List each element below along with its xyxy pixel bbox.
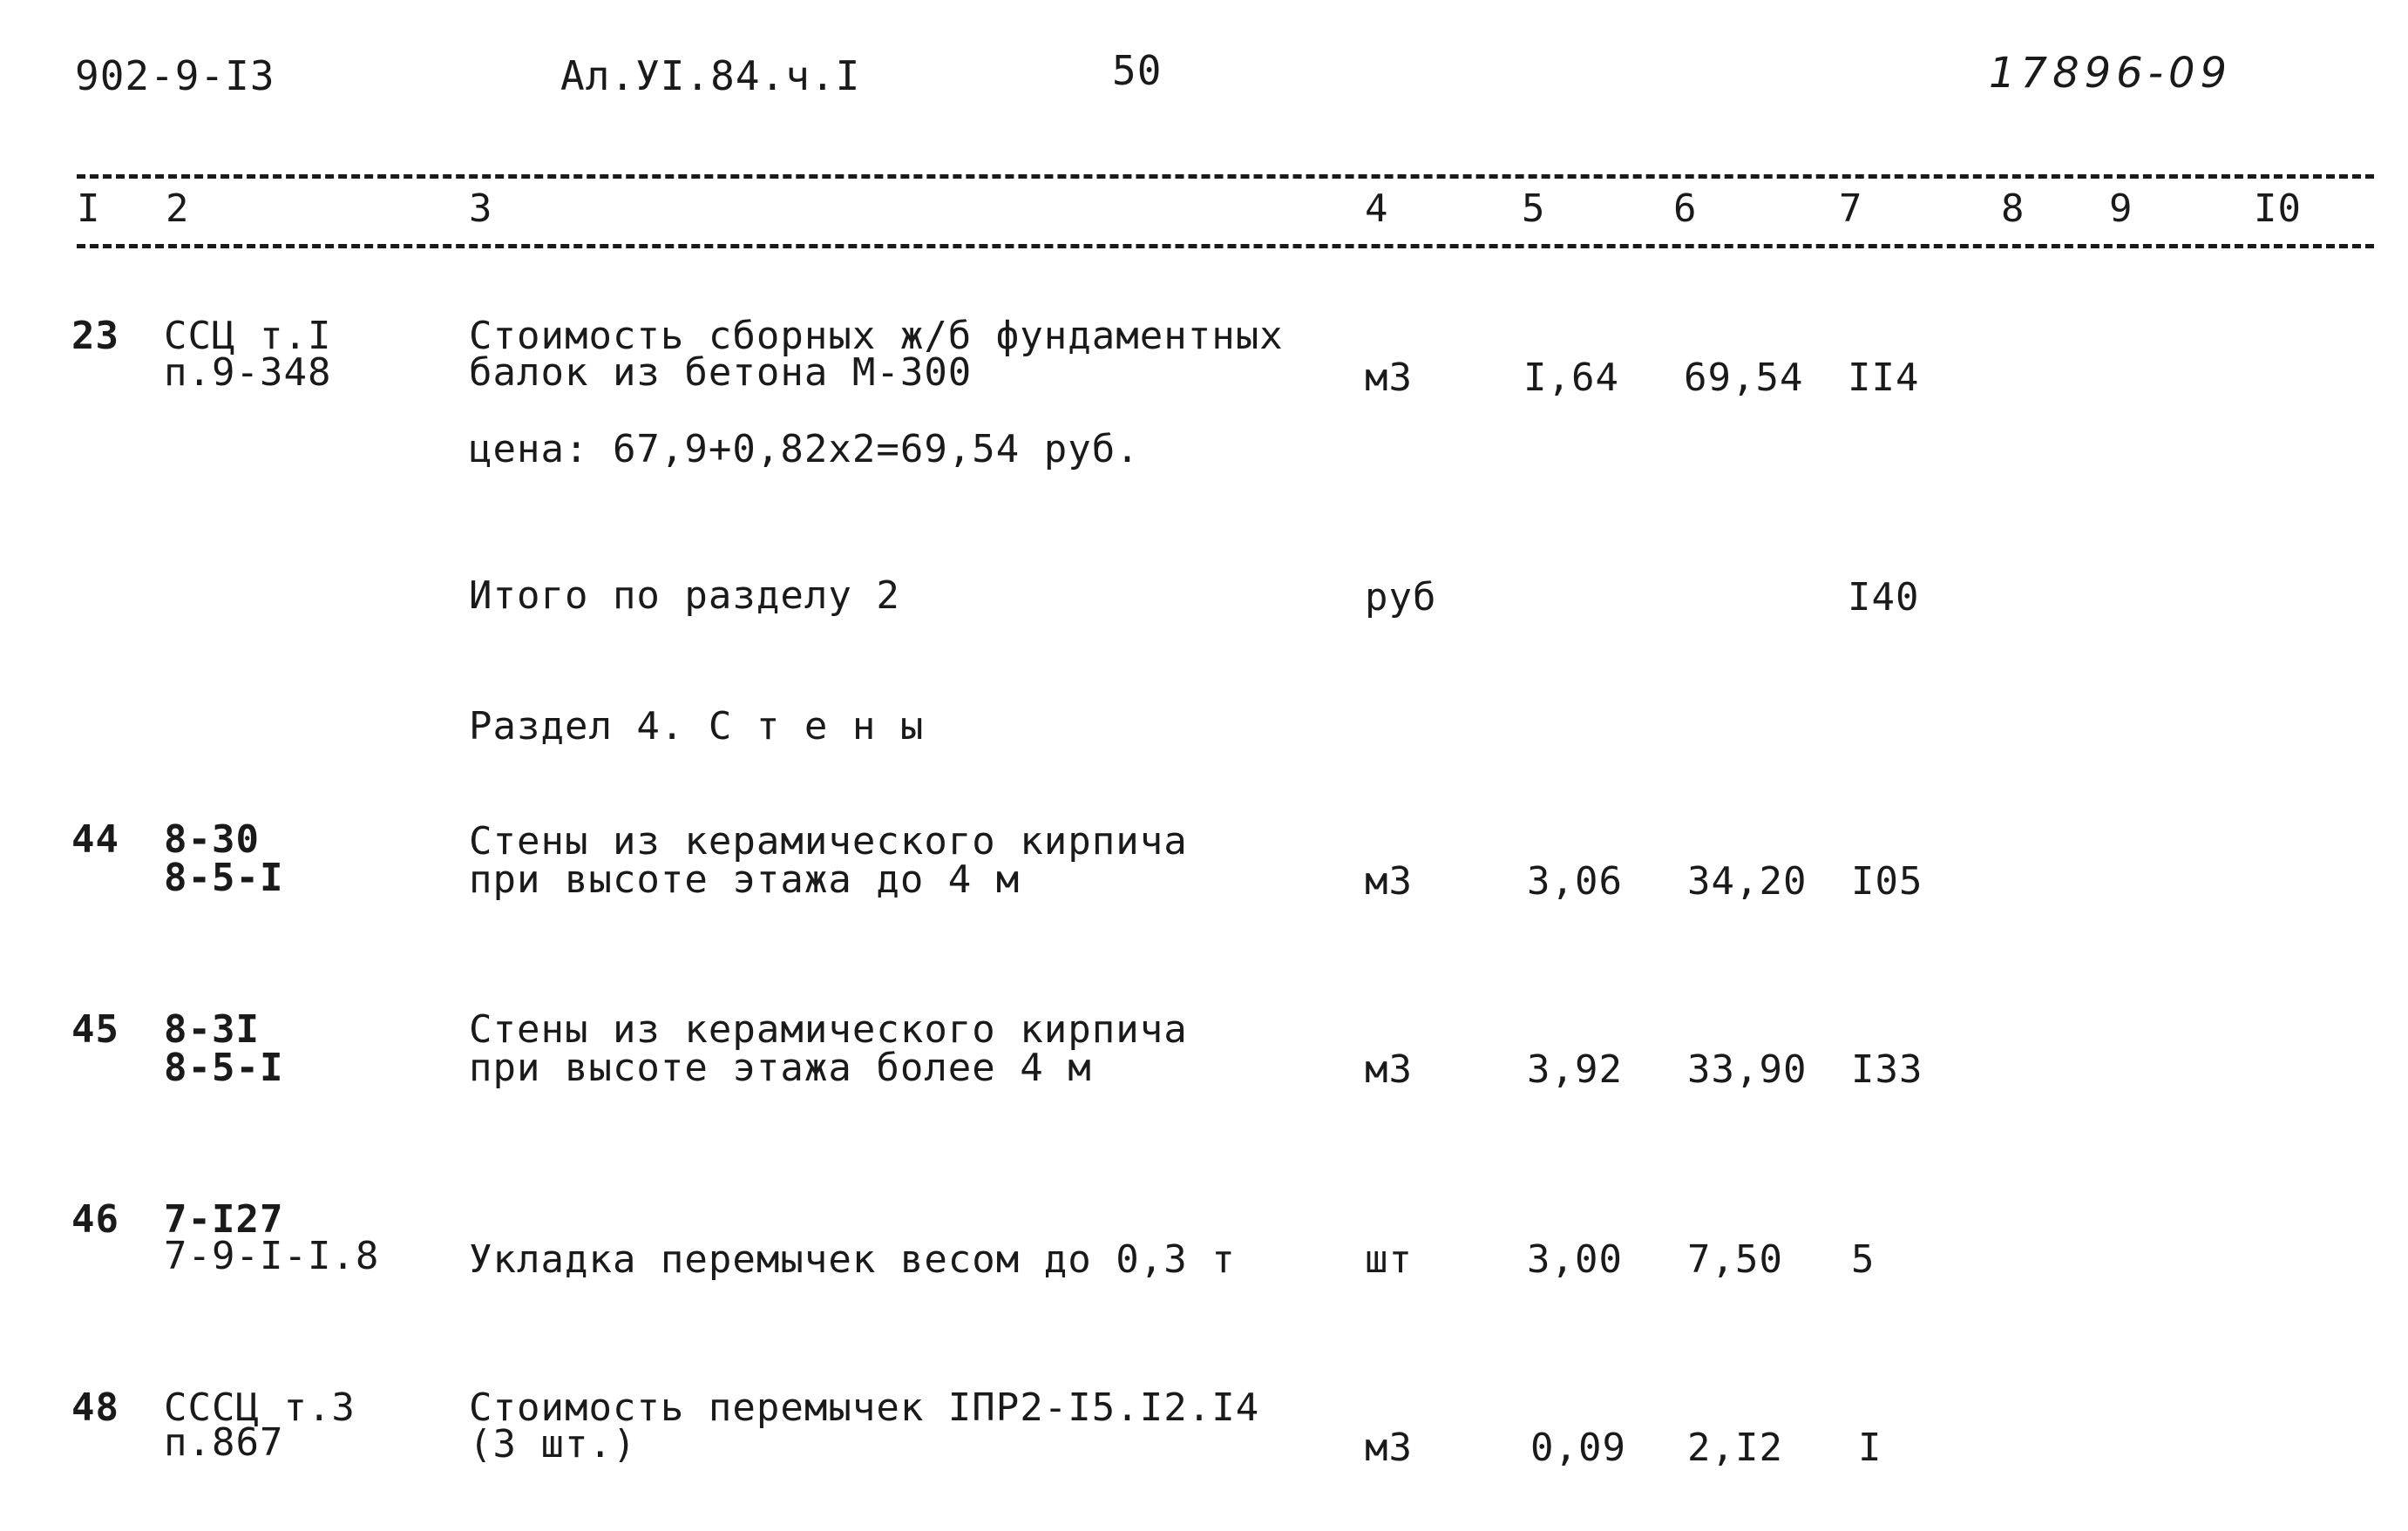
subtotal-label: Итого по разделу 2 bbox=[469, 573, 900, 618]
row-description-line2: при высоте этажа более 4 м bbox=[469, 1046, 1092, 1090]
row-number: 46 bbox=[71, 1197, 119, 1242]
row-number: 44 bbox=[71, 817, 119, 862]
doc-code: 902-9-I3 bbox=[75, 52, 275, 99]
row-code-line2: п.867 bbox=[164, 1420, 284, 1465]
row-code-line2: 8-5-I bbox=[164, 856, 284, 900]
col-header-1: I bbox=[77, 186, 101, 231]
row-description-line1: Стоимость сборных ж/б фундаментных bbox=[469, 314, 1284, 358]
row-description-line2: при высоте этажа до 4 м bbox=[469, 857, 1021, 902]
page-number: 50 bbox=[1112, 47, 1163, 94]
header-rule-bottom bbox=[77, 244, 2374, 248]
row-unit: м3 bbox=[1365, 859, 1413, 904]
row-total: I33 bbox=[1851, 1047, 1923, 1092]
row-code-line2: 7-9-I-I.8 bbox=[164, 1234, 380, 1278]
archive-stamp: 17896-09 bbox=[1989, 49, 2233, 98]
col-header-3: 3 bbox=[469, 186, 493, 231]
row-quantity: 0,09 bbox=[1530, 1426, 1626, 1470]
col-header-8: 8 bbox=[2001, 186, 2025, 231]
row-total: I bbox=[1858, 1426, 1882, 1470]
col-header-4: 4 bbox=[1365, 186, 1389, 231]
row-number: 48 bbox=[71, 1385, 119, 1430]
section-heading: Раздел 4. С т е н ы bbox=[469, 704, 925, 749]
row-description-line1: Стоимость перемычек IПР2-I5.I2.I4 bbox=[469, 1385, 1260, 1430]
row-description-line1: Стены из керамического кирпича bbox=[469, 819, 1188, 864]
row-quantity: 3,92 bbox=[1527, 1047, 1623, 1092]
row-price-note: цена: 67,9+0,82х2=69,54 руб. bbox=[469, 427, 1140, 471]
subtotal-unit: руб bbox=[1365, 575, 1437, 620]
row-total: I05 bbox=[1851, 859, 1923, 904]
row-quantity: I,64 bbox=[1523, 356, 1619, 400]
row-code-line1: 8-30 bbox=[164, 817, 260, 862]
row-code-line1: 8-3I bbox=[164, 1007, 260, 1052]
row-unit-price: 7,50 bbox=[1687, 1237, 1783, 1282]
col-header-2: 2 bbox=[166, 186, 190, 231]
col-header-9: 9 bbox=[2109, 186, 2133, 231]
col-header-6: 6 bbox=[1673, 186, 1698, 231]
row-description-line1: Укладка перемычек весом до 0,3 т bbox=[469, 1237, 1236, 1282]
row-code-line1: 7-I27 bbox=[164, 1197, 284, 1242]
row-description-line2: балок из бетона М-300 bbox=[469, 350, 973, 395]
subtotal-total: I40 bbox=[1848, 575, 1920, 620]
col-header-10: I0 bbox=[2254, 186, 2302, 231]
col-header-5: 5 bbox=[1522, 186, 1546, 231]
row-unit-price: 34,20 bbox=[1687, 859, 1808, 904]
row-unit: м3 bbox=[1365, 1426, 1413, 1470]
row-code-line1: ССЦ т.I bbox=[164, 314, 332, 358]
row-total: 5 bbox=[1851, 1237, 1876, 1282]
album-ref: Ал.УI.84.ч.I bbox=[560, 52, 861, 99]
row-code-line1: СССЦ т.3 bbox=[164, 1385, 356, 1430]
row-code-line2: 8-5-I bbox=[164, 1046, 284, 1090]
header-rule-top bbox=[77, 174, 2374, 179]
row-code-line2: п.9-348 bbox=[164, 350, 332, 395]
row-total: II4 bbox=[1848, 356, 1920, 400]
row-quantity: 3,06 bbox=[1527, 859, 1623, 904]
row-unit-price: 69,54 bbox=[1684, 356, 1804, 400]
row-unit: м3 bbox=[1365, 356, 1413, 400]
row-number: 23 bbox=[71, 314, 119, 358]
row-unit-price: 2,I2 bbox=[1687, 1426, 1783, 1470]
row-unit: шт bbox=[1365, 1237, 1413, 1282]
row-unit-price: 33,90 bbox=[1687, 1047, 1808, 1092]
row-description-line2: (3 шт.) bbox=[469, 1422, 637, 1467]
col-header-7: 7 bbox=[1839, 186, 1863, 231]
row-unit: м3 bbox=[1365, 1047, 1413, 1092]
row-description-line1: Стены из керамического кирпича bbox=[469, 1007, 1188, 1052]
row-number: 45 bbox=[71, 1007, 119, 1052]
row-quantity: 3,00 bbox=[1527, 1237, 1623, 1282]
